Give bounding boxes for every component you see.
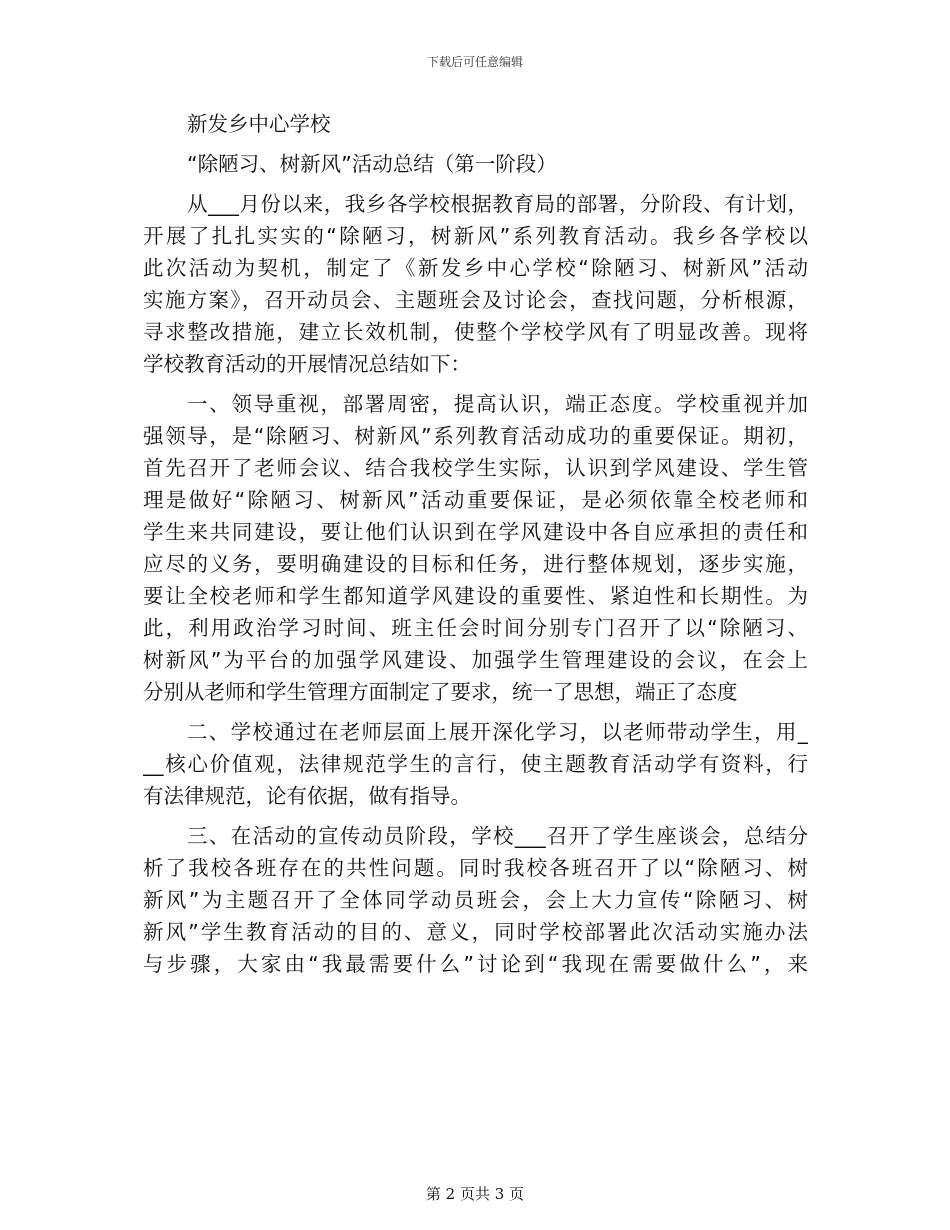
paragraph-line: 强领导，是“除陋习、树新风”系列教育活动成功的重要保证。期初， xyxy=(143,424,808,448)
paragraph-3 xyxy=(143,716,808,812)
paragraph-line: 三、在活动的宣传动员阶段，学校___召开了学生座谈会，总结分 xyxy=(187,824,808,848)
paragraph-line: 要让全校老师和学生都知道学风建设的重要性、紧迫性和长期性。为 xyxy=(143,584,808,608)
paragraph-line: 学生来共同建设，要让他们认识到在学风建设中各自应承担的责任和 xyxy=(143,520,808,544)
paragraph-2 xyxy=(143,388,808,708)
paragraph-line: 新风”为主题召开了全体同学动员班会，会上大力宣传“除陋习、树 xyxy=(143,888,808,912)
paragraph-4 xyxy=(143,820,808,980)
paragraph-line: 从___月份以来，我乡各学校根据教育局的部署，分阶段、有计划， xyxy=(187,192,808,216)
paragraph-line: 首先召开了老师会议、结合我校学生实际，认识到学风建设、学生管 xyxy=(143,456,808,480)
paragraph-line: 理是做好“除陋习、树新风”活动重要保证，是必须依靠全校老师和 xyxy=(143,488,808,512)
paragraph-line: 新风”学生教育活动的目的、意义，同时学校部署此次活动实施办法 xyxy=(143,920,808,944)
paragraph-line: 二、学校通过在老师层面上展开深化学习，以老师带动学生，用_ xyxy=(187,720,808,744)
paragraph-line: 分别从老师和学生管理方面制定了要求，统一了思想，端正了态度 xyxy=(143,680,738,704)
paragraph-line: 实施方案》，召开动员会、主题班会及讨论会，查找问题，分析根源， xyxy=(143,288,808,312)
paragraph-line: 应尽的义务，要明确建设的目标和任务，进行整体规划，逐步实施， xyxy=(143,552,808,576)
paragraph-line: 析了我校各班存在的共性问题。同时我校各班召开了以“除陋习、树 xyxy=(143,856,808,880)
page-footer: 第 2 页共 3 页 xyxy=(425,1185,525,1203)
paragraph-line: 寻求整改措施，建立长效机制，使整个学校学风有了明显改善。现将 xyxy=(143,320,808,344)
paragraph-1 xyxy=(143,188,808,380)
paragraph-line: 与步骤，大家由“我最需要什么”讨论到“我现在需要做什么”，来 xyxy=(143,952,808,976)
paragraph-line: 树新风”为平台的加强学风建设、加强学生管理建设的会议，在会上 xyxy=(143,648,808,672)
paragraph-line: 此次活动为契机，制定了《新发乡中心学校“除陋习、树新风”活动 xyxy=(143,256,808,280)
paragraph-line: 开展了扎扎实实的“除陋习，树新风”系列教育活动。我乡各学校以 xyxy=(143,224,808,248)
paragraph-line: __核心价值观，法律规范学生的言行，使主题教育活动学有资料，行 xyxy=(143,752,808,776)
document-body xyxy=(143,108,808,980)
paragraph-line: 一、领导重视，部署周密，提高认识，端正态度。学校重视并加 xyxy=(187,392,808,416)
paragraph-line: 此，利用政治学习时间、班主任会时间分别专门召开了以“除陋习、 xyxy=(143,616,808,640)
page-header: 下载后可任意编辑 xyxy=(426,55,523,69)
document-title: “除陋习、树新风”活动总结（第一阶段） xyxy=(187,152,557,176)
paragraph-line: 学校教育活动的开展情况总结如下： xyxy=(143,352,471,376)
school-name: 新发乡中心学校 xyxy=(187,112,331,136)
paragraph-line: 有法律规范，论有依据，做有指导。 xyxy=(143,784,471,808)
